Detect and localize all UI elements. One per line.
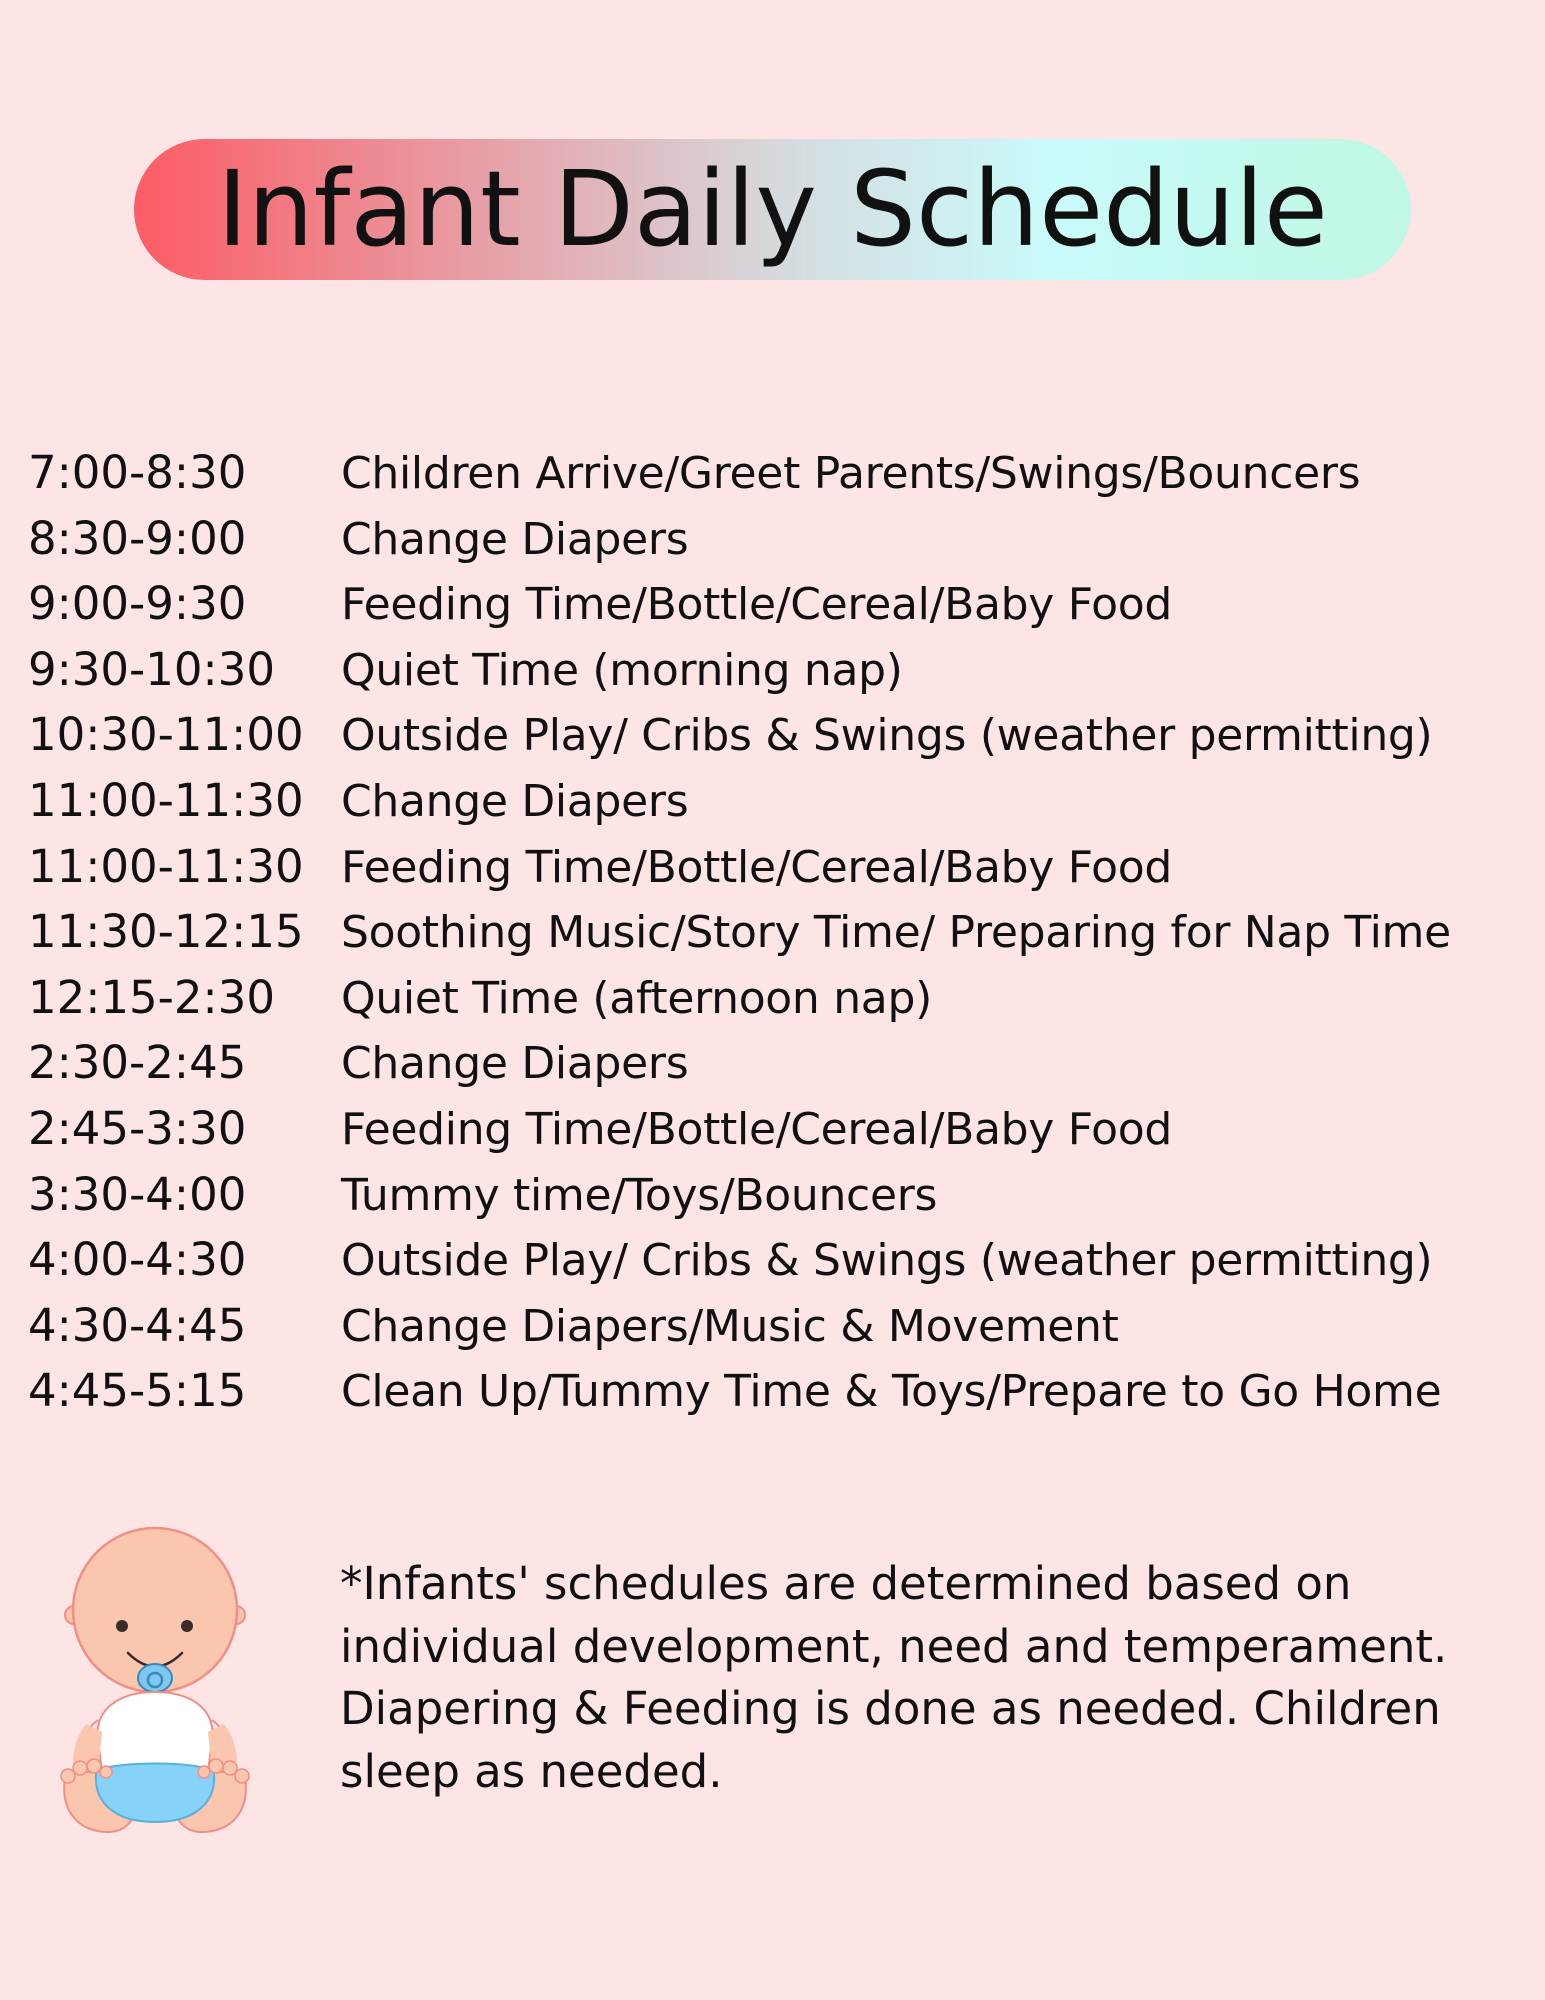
schedule-activity: Feeding Time/Bottle/Cereal/Baby Food bbox=[341, 841, 1173, 893]
schedule-note bbox=[340, 1553, 1520, 1803]
schedule-activity: Change Diapers bbox=[341, 513, 689, 565]
schedule-row bbox=[28, 905, 1528, 971]
schedule-activity: Outside Play/ Cribs & Swings (weather permitting) bbox=[341, 1235, 1433, 1287]
schedule-row bbox=[28, 577, 1528, 643]
schedule-activity: Soothing Music/Story Time/ Preparing for Nap Time bbox=[341, 907, 1451, 959]
schedule-row bbox=[28, 1233, 1528, 1299]
schedule-time: 2:30-2:45 bbox=[28, 1036, 247, 1090]
schedule-activity: Outside Play/ Cribs & Swings (weather permitting) bbox=[341, 710, 1433, 762]
schedule-time: 4:45-5:15 bbox=[28, 1364, 247, 1418]
schedule-activity: Children Arrive/Greet Parents/Swings/Bouncers bbox=[341, 448, 1361, 499]
note-line: *Infants' schedules are determined based on bbox=[340, 1557, 1352, 1610]
schedule-row bbox=[28, 446, 1528, 512]
schedule-activity: Tummy time/Toys/Bouncers bbox=[341, 1169, 938, 1221]
schedule-row bbox=[28, 971, 1528, 1037]
schedule-row bbox=[28, 1364, 1528, 1430]
note-line: sleep as needed. bbox=[340, 1744, 723, 1798]
page-title: Infant Daily Schedule bbox=[217, 148, 1328, 270]
schedule-time: 12:15-2:30 bbox=[28, 970, 275, 1024]
baby-with-pacifier-icon bbox=[58, 1510, 253, 1840]
schedule-activity: Quiet Time (morning nap) bbox=[341, 644, 903, 696]
schedule-activity: Feeding Time/Bottle/Cereal/Baby Food bbox=[341, 579, 1173, 631]
schedule-time: 11:30-12:15 bbox=[28, 905, 304, 959]
note-line: individual development, need and temperament. bbox=[340, 1619, 1448, 1673]
schedule-activity: Feeding Time/Bottle/Cereal/Baby Food bbox=[341, 1103, 1173, 1155]
schedule-row bbox=[28, 1299, 1528, 1365]
note-line: Diapering & Feeding is done as needed. Children bbox=[340, 1682, 1441, 1735]
schedule-time: 4:00-4:30 bbox=[28, 1233, 247, 1287]
schedule-time: 9:30-10:30 bbox=[28, 642, 275, 696]
schedule-row bbox=[28, 774, 1528, 840]
schedule-row bbox=[28, 512, 1528, 578]
schedule-activity: Change Diapers/Music & Movement bbox=[341, 1300, 1119, 1352]
schedule-activity: Change Diapers bbox=[341, 775, 689, 827]
schedule-row bbox=[28, 643, 1528, 709]
schedule-row bbox=[28, 708, 1528, 774]
schedule-activity: Quiet Time (afternoon nap) bbox=[341, 972, 932, 1024]
schedule-row bbox=[28, 1168, 1528, 1234]
schedule-time: 4:30-4:45 bbox=[28, 1298, 247, 1352]
schedule-activity: Change Diapers bbox=[341, 1038, 689, 1090]
schedule-time: 8:30-9:00 bbox=[28, 511, 247, 565]
schedule-time: 3:30-4:00 bbox=[28, 1167, 247, 1221]
schedule-time: 9:00-9:30 bbox=[28, 577, 247, 631]
schedule-time: 11:00-11:30 bbox=[28, 773, 304, 827]
title-banner bbox=[134, 139, 1411, 280]
schedule-time: 7:00-8:30 bbox=[28, 446, 247, 499]
schedule-row bbox=[28, 840, 1528, 906]
schedule-list bbox=[28, 446, 1528, 1430]
schedule-time: 2:45-3:30 bbox=[28, 1101, 247, 1155]
schedule-row bbox=[28, 1036, 1528, 1102]
schedule-row bbox=[28, 1102, 1528, 1168]
schedule-activity: Clean Up/Tummy Time & Toys/Prepare to Go Home bbox=[341, 1366, 1442, 1418]
schedule-time: 10:30-11:00 bbox=[28, 708, 304, 762]
schedule-time: 11:00-11:30 bbox=[28, 839, 304, 893]
